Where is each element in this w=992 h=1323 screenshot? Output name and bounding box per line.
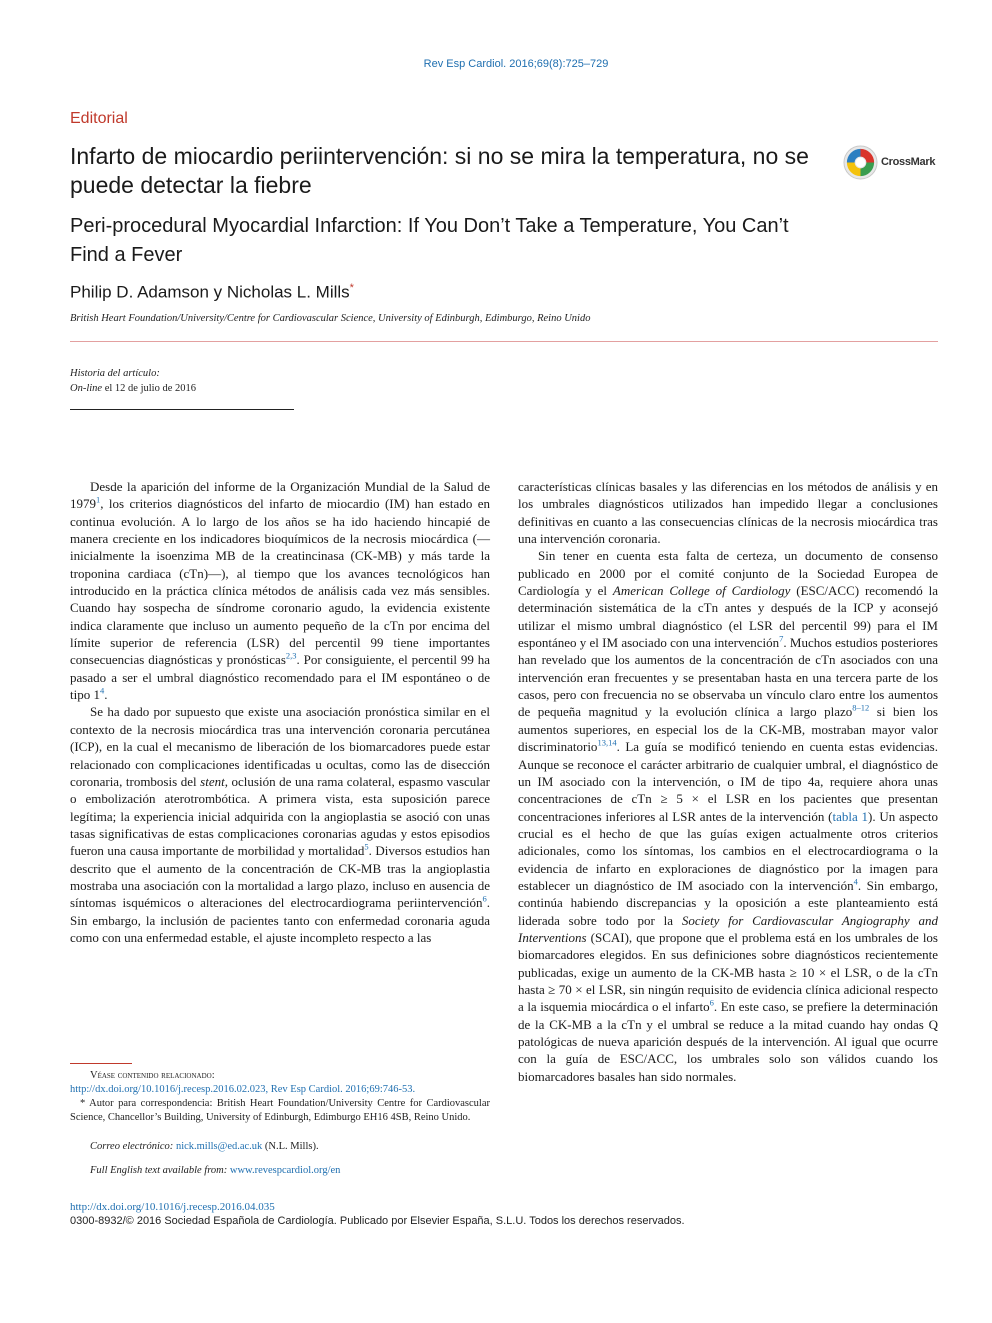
- section-label: Editorial: [70, 110, 128, 127]
- body-column-left: [70, 478, 490, 946]
- related-content-link[interactable]: http://dx.doi.org/10.1016/j.recesp.2016.02.023, Rev Esp Cardiol. 2016;69:746-53.: [70, 1084, 416, 1095]
- paragraph: Desde la aparición del informe de la Organización Mundial de la Salud de 1979$^1$, los criterios diagnósticos del infarto de miocardio (IM) han estado en continua evolución. A lo largo de los años se ha ido haciendo hincapié de manera creciente en los indicadores bioquímicos de la necrosis miocárdica (—inicialmente la isoenzima MB de la creatincinasa (CK-MB) y más tarde la troponina cardiaca (cTn)—), al tiempo que los avances tecnológicos han introducido en la práctica clínica métodos de análisis cada vez más sensibles. Cuando hay sospecha de síndrome coronario agudo, la evidencia existente indica claramente que incluso un aumento pequeño de la cTn por encima del límite superior de referencia (LSR) del percentil 99 tiene importantes consecuencias diagnósticas y pronósticas$^{2,3}$. Por consiguiente, el percentil 99 ha pasado a ser el umbral diagnóstico recomendado para el IM espontáneo o de tipo $1^4$.: [70, 479, 491, 703]
- history-divider: [70, 409, 294, 410]
- header-divider: [70, 341, 938, 342]
- article-history-date: [70, 383, 196, 394]
- article-title-spanish: Infarto de miocardio periintervención: si no se mira la temperatura, no se puede detectar la fiebre: [70, 143, 809, 198]
- correspondence-text: Autor para correspondencia: British Heart Foundation/University Centre for Cardiovascular Science, Chancellor’s Building, University of Edinburgh, Edimburgo EH16 4SB, Reino Unido.: [70, 1098, 491, 1123]
- crossmark-badge[interactable]: [843, 145, 943, 181]
- authors-text: Philip D. Adamson y Nicholas L. Mills: [70, 282, 350, 302]
- footnote-email: [70, 1140, 490, 1154]
- body-column-right: [518, 478, 938, 1085]
- email-label: Correo electrónico:: [90, 1141, 174, 1152]
- copyright-notice: 0300-8932/© 2016 Sociedad Española de Cardiología. Publicado por Elsevier España, S.L.U. Todos los derechos reservados.: [70, 1215, 685, 1227]
- full-english-label: Full English text available from:: [90, 1165, 228, 1176]
- article-history-label: Historia del artículo:: [70, 368, 160, 379]
- journal-citation[interactable]: Rev Esp Cardiol. 2016;69(8):725–729: [423, 58, 609, 70]
- corresponding-author-mark[interactable]: *: [349, 282, 354, 294]
- footnote-related: [70, 1069, 490, 1097]
- online-label: On-line: [70, 383, 103, 394]
- email-link[interactable]: nick.mills@ed.ac.uk: [175, 1141, 263, 1152]
- full-english-link[interactable]: www.revespcardiol.org/en: [229, 1165, 341, 1176]
- paragraph: Sin tener en cuenta esta falta de certeza, un documento de consenso publicado en 2000 por el comité conjunto de la Sociedad Europea de Cardiología y el American College of Cardiology (ESC/ACC) recomendó la determinación sistemática de la cTn antes y después de la ICP y aconsejó utilizar el mismo umbral diagnóstico (el LSR del percentil 99) para el IM espontáneo y el IM asociado con una intervención$^7$. Muchos estudios posteriores han revelado que los aumentos de la concentración de cTn asociados con una intervención eran frecuentes y se presentaban hasta en una tercera parte de los casos, pero con frecuencia no se observaba un vínculo claro entre los aumentos de pequeña magnitud y la evolución clínica a largo plazo$^{8-12}$ si bien los aumentos superiores, en especial los de la CK-MB, mostraban mayor valor discriminatorio$^{13,14}$. La guía se modificó teniendo en cuenta estas evidencias. Aunque se reconoce el carácter arbitrario de cualquier umbral, el diagnóstico de un IM asociado con la intervención, o IM de tipo 4a, requiere ahora unas concentraciones de cTn ≥ 5 × el LSR en los pacientes que presentan concentraciones inferiores al LSR antes de la intervención (tabla 1). Un aspecto crucial es el hecho de que las guías exigen actualmente otros criterios adicionales, como los síntomas, los cambios en el electrocardiograma o la evidencia de infarto en exploraciones de diagnóstico por la imagen para establecer un diagnóstico de IM asociado con la intervención$^4$. Sin embargo, continúa habiendo discrepancias y la oposición a este planteamiento está liderada sobre todo por la Society for Cardiovascular Angiography and Interventions (SCAI), que propone que el problema está en los umbrales de los biomarcadores elegidos. En sus definiciones sobre diagnósticos recientemente publicadas, exige un aumento de la CK-MB hasta ≥ 10 × el LSR, o de la cTn hasta ≥ 70 × el LSR, sin ningún requisito de evidencia clínica adicional respecto a la isquemia miocárdica o el infarto$^6$. En este caso, se prefiere la determinación de la CK-MB a la cTn y el umbral se reduce a la mitad cuando hay ondas Q patológicas de nueva aparición después de la intervención. Al igual que ocurre con la guía de ESC/ACC, los umbrales solo son válidos cuando los biomarcadores basales han sido normales.: [518, 548, 939, 1084]
- online-date: el 12 de julio de 2016: [104, 383, 196, 394]
- crossmark-label: CrossMark: [881, 156, 936, 168]
- paragraph: Se ha dado por supuesto que existe una asociación pronóstica similar en el contexto de la necrosis miocárdica tras una intervención coronaria percutánea (ICP), en la cual el mecanismo de liberación de los biomarcadores puede estar relacionado con complicaciones identificadas u ocultas, como las de disección coronaria, trombosis del stent, oclusión de una rama colateral, espasmo vascular o embolización aterotrombótica. A primera vista, esta suposición parece legítima; la experiencia inicial adquirida con la angioplastia se asoció con unas tasas significativas de estas complicaciones coronarias agudas y estos episodios fueron una causa importante de morbilidad y mortalidad$^5$. Diversos estudios han descrito que el aumento de la concentración de CK-MB tras la angioplastia mostraba una asociación con la mortalidad a largo plazo, incluso en ausencia de síntomas isquémicos o alteraciones del electrocardiograma periintervención$^6$. Sin embargo, la inclusión de pacientes tanto con enfermedad coronaria aguda como con una enfermedad estable, el ajuste incompleto respecto a las: [70, 704, 490, 945]
- footnote-correspondence: [70, 1097, 490, 1125]
- footnote-divider: [70, 1063, 132, 1064]
- crossmark-icon: [843, 145, 878, 180]
- author-list: [70, 282, 354, 303]
- correspondence-mark: *: [80, 1098, 86, 1109]
- article-doi-link[interactable]: http://dx.doi.org/10.1016/j.recesp.2016.04.035: [70, 1201, 275, 1213]
- paragraph: características clínicas basales y las diferencias en los métodos de análisis y en los umbrales diagnósticos utilizados han impedido llegar a conclusiones definitivas en cuanto a las consecuencias clínicas de la necrosis miocárdica tras una intervención coronaria.: [518, 479, 938, 547]
- footnote-english: [70, 1164, 490, 1178]
- email-suffix: (N.L. Mills).: [264, 1141, 319, 1152]
- article-title-english: Peri-procedural Myocardial Infarction: If You Don’t Take a Temperature, You Can’t Find a Fever: [70, 215, 789, 266]
- affiliation: British Heart Foundation/University/Centre for Cardiovascular Science, University of Edinburgh, Edimburgo, Reino Unido: [70, 313, 591, 324]
- related-content-label: Véase contenido relacionado:: [90, 1070, 215, 1081]
